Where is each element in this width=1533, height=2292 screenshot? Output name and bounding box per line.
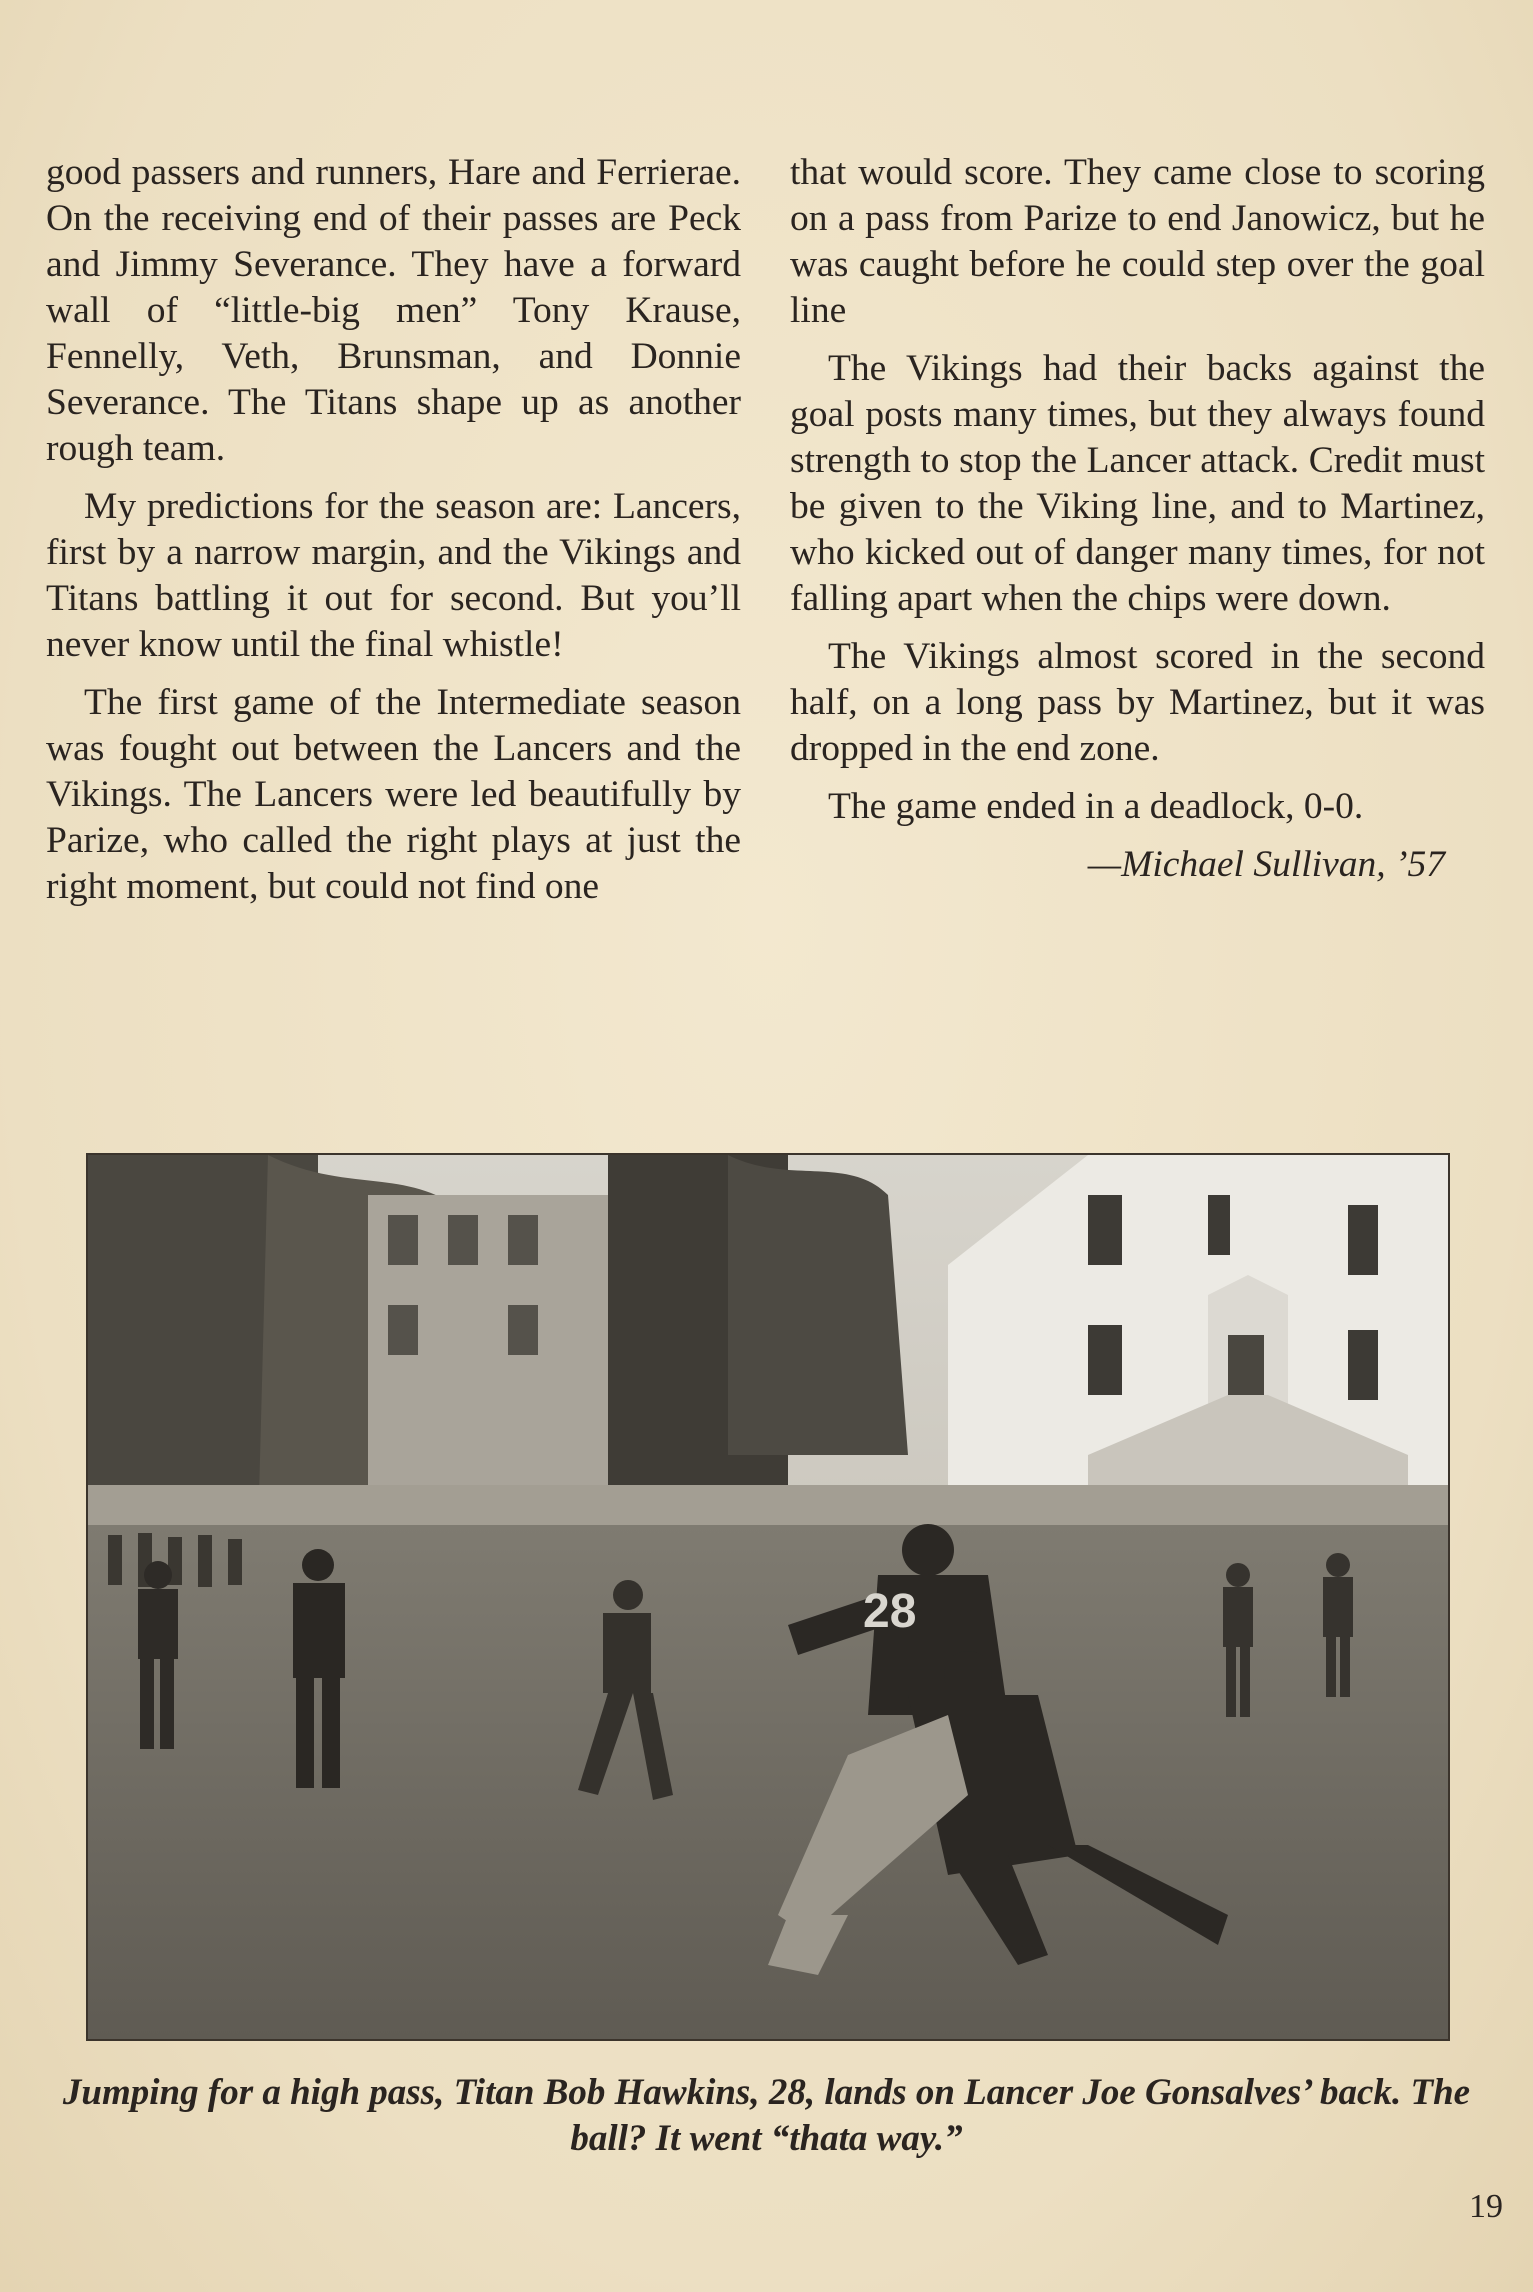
byline: —Michael Sullivan, ’57: [1087, 844, 1445, 885]
photo-caption: Jumping for a high pass, Titan Bob Hawkins, 28, lands on Lancer Joe Gonsalves’ back. The ball? It went “thata way.”: [62, 2072, 1471, 2159]
paragraph: that would score. They came close to scoring on a pass from Parize to end Janowicz, but he was caught before he could step over the goal line: [790, 152, 1485, 331]
paragraph: The first game of the Intermediate season was fought out between the Lancers and the Vikings. The Lancers were led beautifully by Parize, who called the right plays at just the right moment, but could not find one: [46, 682, 741, 907]
paragraph: The Vikings almost scored in the second half, on a long pass by Martinez, but it was dropped in the end zone.: [790, 636, 1485, 769]
left-text-column: [46, 150, 741, 922]
paragraph: My predictions for the season are: Lancers, first by a narrow margin, and the Vikings and Titans battling it out for second. But you’ll never know until the final whistle!: [46, 486, 741, 665]
paragraph: The Vikings had their backs against the goal posts many times, but they always found strength to stop the Lancer attack. Credit must be given to the Viking line, and to Martinez, who kicked out of danger many times, for not falling apart when the chips were down.: [790, 348, 1485, 619]
football-photo: [86, 1153, 1450, 2041]
paragraph: The game ended in a deadlock, 0-0.: [828, 786, 1364, 827]
jersey-number: 28: [863, 1585, 917, 1638]
page-number: 19: [1469, 2188, 1503, 2225]
right-text-column: [790, 150, 1485, 888]
paragraph: good passers and runners, Hare and Ferrierae. On the receiving end of their passes are Peck and Jimmy Severance. They have a forward wall of “little-big men” Tony Krause, Fennelly, Veth, Brunsman, and Donnie Severance. The Titans shape up as another rough team.: [46, 152, 741, 469]
